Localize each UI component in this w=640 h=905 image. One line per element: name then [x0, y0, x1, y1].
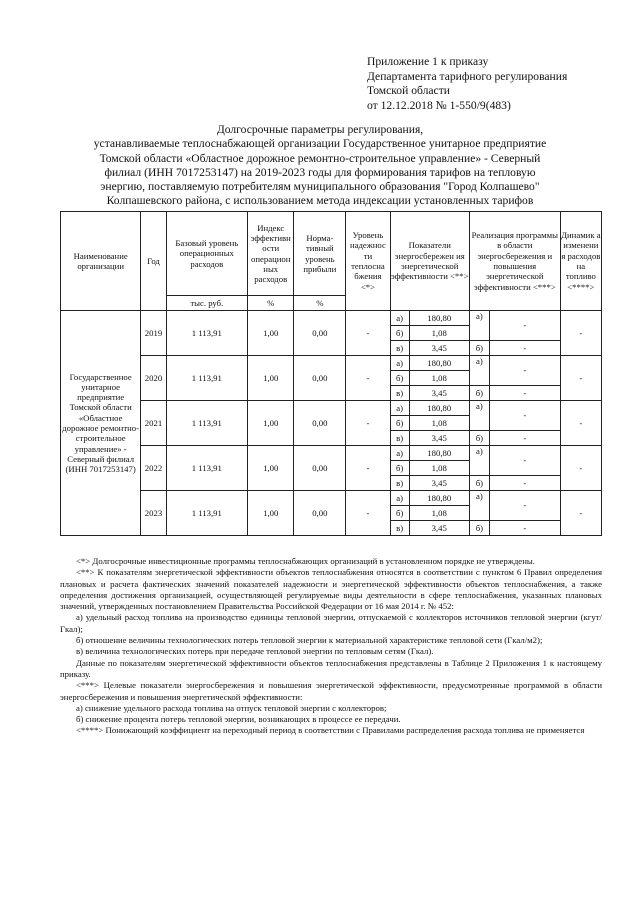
norm-cell: 0,00	[294, 311, 346, 356]
energy-value: 1,08	[409, 416, 469, 431]
program-value: -	[489, 311, 560, 341]
energy-label: а)	[390, 311, 409, 326]
reliability-cell: -	[346, 356, 390, 401]
index-cell: 1,00	[247, 491, 293, 536]
energy-label: б)	[390, 461, 409, 476]
program-label: б)	[469, 521, 489, 536]
table-row	[61, 401, 602, 416]
energy-label: в)	[390, 521, 409, 536]
title-line: Колпашевского района, с использованием метода индексации установленных тарифов	[106, 194, 534, 208]
norm-cell: 0,00	[294, 491, 346, 536]
reliability-cell: -	[346, 311, 390, 356]
energy-label: а)	[390, 446, 409, 461]
energy-label: в)	[390, 476, 409, 491]
reliability-cell: -	[346, 446, 390, 491]
base-cell: 1 113,91	[166, 356, 247, 401]
program-value: -	[489, 521, 560, 536]
appendix-line: от 12.12.2018 № 1-550/9(483)	[367, 98, 511, 112]
program-value: -	[489, 356, 560, 386]
norm-cell: 0,00	[294, 446, 346, 491]
program-value: -	[489, 431, 560, 446]
footnote: а) снижение удельного расхода топлива на отпуск тепловой энергии с коллекторов;	[76, 702, 387, 713]
year-cell: 2022	[141, 446, 166, 491]
program-label: а)	[469, 356, 489, 386]
index-cell: 1,00	[247, 401, 293, 446]
appendix-line: Приложение 1 к приказу	[367, 55, 489, 68]
base-cell: 1 113,91	[166, 401, 247, 446]
footnote: а) удельный расход топлива на производство единицы тепловой энергии, отпускаемой с коллекторов источников тепловой энергии (кгут/Гкал);	[60, 612, 602, 634]
energy-value: 3,45	[409, 521, 469, 536]
header-energy: Показатели энергосбережен ия энергетической эффективности <**>	[390, 212, 469, 311]
footnote: в) величина технологических потерь при передаче тепловой энергии по тепловым сетям (Гкал).	[76, 646, 434, 657]
base-cell: 1 113,91	[166, 446, 247, 491]
base-cell: 1 113,91	[166, 311, 247, 356]
footnote: <****> Понижающий коэффициент на переходный период в соответствии с Правилами распределения расхода топлива не применяется	[76, 725, 585, 736]
year-cell: 2020	[141, 356, 166, 401]
norm-cell: 0,00	[294, 356, 346, 401]
energy-label: б)	[390, 326, 409, 341]
year-cell: 2021	[141, 401, 166, 446]
header-program: Реализация программы в области энергосбережения и повышения энергетической эффективности <***>	[469, 212, 560, 311]
footnote: <***> Целевые показатели энергосбережения и повышения энергетической эффективности, предусмотренные программой в области энергосбережения и повышения энергетической эффективности:	[60, 680, 602, 702]
program-label: б)	[469, 386, 489, 401]
table-row	[61, 311, 602, 326]
appendix-block	[367, 55, 627, 113]
energy-label: б)	[390, 416, 409, 431]
header-index: Индекс эффективн ости операцион ных расходов	[247, 212, 293, 296]
footnote: <**> К показателям энергетической эффективности объектов теплоснабжения относятся в соответствии с пунктом 6 Правил определения плановых и расчета фактических значений показателей надежности и энергетической эффективности объектов теплоснабжения, а также определения достижения организацией, осуществляющей регулируемые виды деятельности в сфере теплоснабжения, указанных плановых значений, утвержденных постановлением Правительства Российской Федерации от 16 мая 2014 г. № 452:	[60, 567, 602, 612]
table-row	[61, 491, 602, 506]
energy-value: 180,80	[409, 311, 469, 326]
table-row	[61, 356, 602, 371]
energy-value: 3,45	[409, 341, 469, 356]
index-cell: 1,00	[247, 311, 293, 356]
header-org: Наименование организации	[61, 212, 141, 311]
title-line: Долгосрочные параметры регулирования,	[216, 123, 424, 136]
program-label: а)	[469, 401, 489, 431]
footnote: <*> Долгосрочные инвестиционные программы теплоснабжающих организаций в установленном порядке не утверждены.	[76, 556, 535, 566]
energy-value: 3,45	[409, 476, 469, 491]
energy-label: в)	[390, 341, 409, 356]
program-value: -	[489, 386, 560, 401]
org-name-cell: Государственное унитарное предприятие Томской области «Областное дорожное ремонтно- строительное управление» - Северный филиал (ИНН 7017253147)	[61, 311, 141, 536]
energy-value: 1,08	[409, 326, 469, 341]
index-cell: 1,00	[247, 446, 293, 491]
header-dynamics: Динамик а изменени я расходов на топливо <****>	[560, 212, 601, 311]
program-value: -	[489, 401, 560, 431]
energy-label: б)	[390, 371, 409, 386]
dynamics-cell: -	[560, 356, 601, 401]
footnote: б) отношение величины технологических потерь тепловой энергии к материальной характеристике тепловой сети (Гкал/м2);	[76, 635, 543, 646]
program-label: а)	[469, 491, 489, 521]
year-cell: 2023	[141, 491, 166, 536]
dynamics-cell: -	[560, 401, 601, 446]
reliability-cell: -	[346, 491, 390, 536]
program-value: -	[489, 491, 560, 521]
norm-cell: 0,00	[294, 401, 346, 446]
parameters-table	[60, 211, 602, 536]
program-value: -	[489, 341, 560, 356]
program-value: -	[489, 476, 560, 491]
unit-index: %	[247, 296, 293, 311]
dynamics-cell: -	[560, 491, 601, 536]
program-value: -	[489, 446, 560, 476]
energy-value: 1,08	[409, 461, 469, 476]
document-title	[60, 123, 580, 209]
energy-value: 1,08	[409, 506, 469, 521]
energy-label: а)	[390, 401, 409, 416]
header-row	[61, 212, 602, 296]
header-norm: Норма- тивный уровень прибыли	[294, 212, 346, 296]
footnote: б) снижение процента потерь тепловой энергии, возникающих в процессе ее передачи.	[76, 714, 401, 725]
energy-value: 1,08	[409, 371, 469, 386]
appendix-line: Томской области	[367, 84, 450, 98]
energy-value: 3,45	[409, 386, 469, 401]
title-line: Томской области «Областное дорожное ремонтно-строительное управление» - Северный	[99, 151, 541, 165]
program-label: а)	[469, 311, 489, 341]
year-cell: 2019	[141, 311, 166, 356]
table-body	[61, 212, 602, 536]
energy-label: а)	[390, 356, 409, 371]
unit-norm: %	[294, 296, 346, 311]
base-cell: 1 113,91	[166, 491, 247, 536]
index-cell: 1,00	[247, 356, 293, 401]
energy-value: 3,45	[409, 431, 469, 446]
header-year: Год	[141, 212, 166, 311]
program-label: б)	[469, 476, 489, 491]
program-label: б)	[469, 431, 489, 446]
program-label: а)	[469, 446, 489, 476]
dynamics-cell: -	[560, 446, 601, 491]
dynamics-cell: -	[560, 311, 601, 356]
energy-label: б)	[390, 506, 409, 521]
title-line: энергию, поставляемую потребителям муниципального образования "Город Колпашево"	[100, 180, 540, 194]
energy-label: в)	[390, 431, 409, 446]
footnote: Данные по показателям энергетической эффективности объектов теплоснабжения представлены в Таблице 2 Приложения 1 к настоящему приказу.	[60, 657, 602, 679]
title-line: устанавливаемые теплоснабжающей организации Государственное унитарное предприятие	[93, 137, 547, 151]
footnotes	[60, 556, 602, 737]
unit-base: тыс. руб.	[166, 296, 247, 311]
appendix-line: Департамента тарифного регулирования	[367, 69, 568, 83]
title-line: филиал (ИНН 7017253147) на 2019-2023 годы для формирования тарифов на тепловую	[104, 165, 536, 179]
energy-value: 180,80	[409, 356, 469, 371]
reliability-cell: -	[346, 401, 390, 446]
energy-value: 180,80	[409, 491, 469, 506]
table-row	[61, 446, 602, 461]
energy-value: 180,80	[409, 446, 469, 461]
program-label: б)	[469, 341, 489, 356]
energy-value: 180,80	[409, 401, 469, 416]
header-reliability: Уровень надежнос ти теплосна бжения <*>	[346, 212, 390, 311]
energy-label: а)	[390, 491, 409, 506]
header-base: Базовый уровень операционных расходов	[166, 212, 247, 296]
energy-label: в)	[390, 386, 409, 401]
